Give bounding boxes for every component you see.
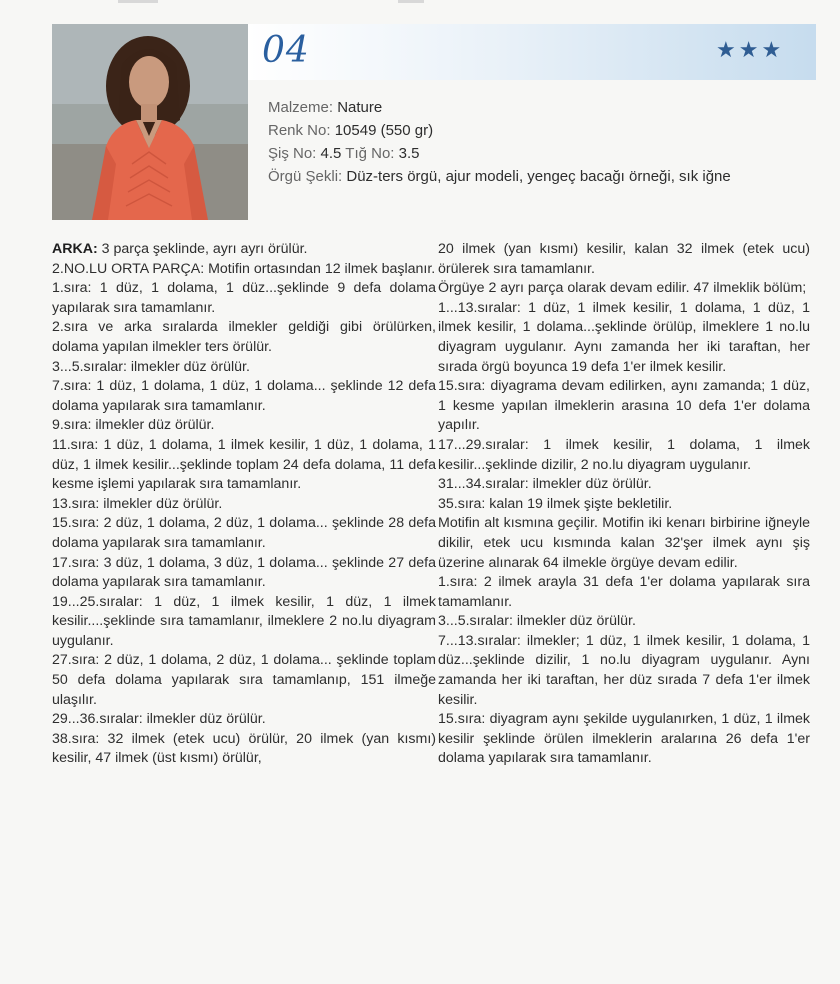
paragraph: 20 ilmek (yan kısmı) kesilir, kalan 32 ilmek (etek ucu) örülerek sıra tamamlanır.	[438, 241, 810, 277]
top-cut-strip	[0, 0, 840, 6]
paragraph: 13.sıra: ilmekler düz örülür.	[52, 495, 223, 512]
hook-value: 3.5	[398, 145, 420, 162]
instructions-right-column	[438, 240, 810, 769]
paragraph: 31...34.sıralar: ilmekler düz örülür.	[438, 476, 652, 493]
pattern-number: 04	[262, 30, 310, 71]
paragraph: Örgüye 2 ayrı parça olarak devam edilir. 47 ilmeklik bölüm;	[438, 280, 807, 297]
needle-row	[268, 142, 788, 165]
paragraph: 3...5.sıralar: ilmekler düz örülür.	[52, 358, 250, 375]
paragraph: 11.sıra: 1 düz, 1 dolama, 1 ilmek kesilir, 1 düz, 1 dolama, 1 düz, 1 ilmek kesilir...şeklinde toplam 24 defa dolama, 11 defa kesme işlemi yapılarak sıra tamamlanır.	[52, 436, 436, 493]
paragraph: 29...36.sıralar: ilmekler düz örülür.	[52, 711, 266, 728]
material-row	[268, 96, 788, 119]
materials-spec-list	[268, 96, 788, 188]
stitch-value: Düz-ters örgü, ajur modeli, yengeç bacağı örneği, sık iğne	[346, 168, 731, 185]
needle-value: 4.5	[320, 145, 342, 162]
paragraph: 17.sıra: 3 düz, 1 dolama, 3 düz, 1 dolama... şeklinde 27 defa dolama yapılarak sıra tamamlanır.	[52, 554, 436, 591]
model-photo	[52, 24, 248, 220]
stitch-row	[268, 165, 788, 188]
paragraph: ARKA: 3 parça şeklinde, ayrı ayrı örülür.	[52, 241, 308, 257]
paragraph: 9.sıra: ilmekler düz örülür.	[52, 417, 215, 434]
paragraph: 15.sıra: 2 düz, 1 dolama, 2 düz, 1 dolama... şeklinde 28 defa dolama yapılarak sıra tamamlanır.	[52, 515, 436, 551]
paragraph: 35.sıra: kalan 19 ilmek şişte bekletilir.	[438, 495, 673, 512]
material-label: Malzeme:	[268, 99, 334, 116]
paragraph: 15.sıra: diyagrama devam edilirken, aynı zamanda; 1 düz, 1 kesme yapılan ilmeklerin arasına 10 defa 1'er dolama yapılır.	[438, 378, 810, 434]
paragraph: 2.NO.LU ORTA PARÇA: Motifin ortasından 12 ilmek başlanır.	[52, 260, 436, 277]
color-value: 10549 (550 gr)	[334, 122, 434, 139]
instructions-left-column	[52, 240, 436, 769]
color-row	[268, 119, 788, 142]
paragraph: 19...25.sıralar: 1 düz, 1 ilmek kesilir, 1 düz, 1 ilmek kesilir....şeklinde sıra tamamlanır, ilmeklere 2 no.lu diyagram uygulanır.	[52, 593, 436, 649]
material-value: Nature	[337, 99, 383, 116]
paragraph: 17...29.sıralar: 1 ilmek kesilir, 1 dolama, 1 ilmek kesilir...şeklinde dizilir, 2 no.lu diyagram uygulanır.	[438, 436, 810, 473]
stitch-label: Örgü Şekli:	[268, 168, 343, 185]
hook-label: Tığ No:	[345, 145, 395, 162]
paragraph: 1.sıra: 1 düz, 1 dolama, 1 düz...şeklinde 9 defa dolama yapılarak sıra tamamlanır.	[52, 280, 436, 316]
paragraph: 7.sıra: 1 düz, 1 dolama, 1 düz, 1 dolama... şeklinde 12 defa dolama yapılarak sıra tamamlanır.	[52, 378, 436, 414]
paragraph: 3...5.sıralar: ilmekler düz örülür.	[438, 613, 636, 630]
paragraph: 15.sıra: diyagram aynı şekilde uygulanırken, 1 düz, 1 ilmek kesilir şeklinde örülen ilmeklerin aralarına 26 defa 1'er dolama yapılarak sıra tamamlanır.	[438, 711, 810, 767]
paragraph: 27.sıra: 2 düz, 1 dolama, 2 düz, 1 dolama... şeklinde toplam 50 defa dolama yapılarak sıra tamamlanıp, 151 ilmeğe ulaşılır.	[52, 652, 436, 708]
model-photo-illustration	[52, 24, 248, 220]
paragraph: 1.sıra: 2 ilmek arayla 31 defa 1'er dolama yapılarak sıra tamamlanır.	[438, 574, 810, 610]
paragraph: 7...13.sıralar: ilmekler; 1 düz, 1 ilmek kesilir, 1 dolama, 1 düz...şeklinde dizilir, 1 no.lu diyagram uygulanır. Aynı zamanda her iki taraftan, her düz sırada 7 defa 1'er ilmek kesilir.	[438, 632, 810, 708]
paragraph: Motifin alt kısmına geçilir. Motifin iki kenarı birbirine iğneyle dikilir, etek ucu kısmında kalan 32'şer ilmek aynı şiş üzerine alınarak 64 ilmekle örgüye devam edilir.	[438, 515, 810, 571]
difficulty-stars: ★★★	[716, 38, 785, 63]
paragraph: 2.sıra ve arka sıralarda ilmekler geldiği gibi örülürken, dolama yapılan ilmekler ters örülür.	[52, 319, 436, 355]
needle-label: Şiş No:	[268, 145, 317, 162]
paragraph: 1...13.sıralar: 1 düz, 1 ilmek kesilir, 1 dolama, 1 düz, 1 ilmek kesilir, 1 dolama...şeklinde örülüp, ilmeklere 1 no.lu diyagram uygulanır. Aynı zamanda her iki taraftan, her sırada örgü boyunca 19 defa 1'er ilmek kesilir.	[438, 299, 810, 375]
color-label: Renk No:	[268, 122, 331, 139]
paragraph: 38.sıra: 32 ilmek (etek ucu) örülür, 20 ilmek (yan kısmı) kesilir, 47 ilmek (üst kısmı) örülür,	[52, 730, 436, 767]
section-heading: ARKA:	[52, 241, 98, 257]
